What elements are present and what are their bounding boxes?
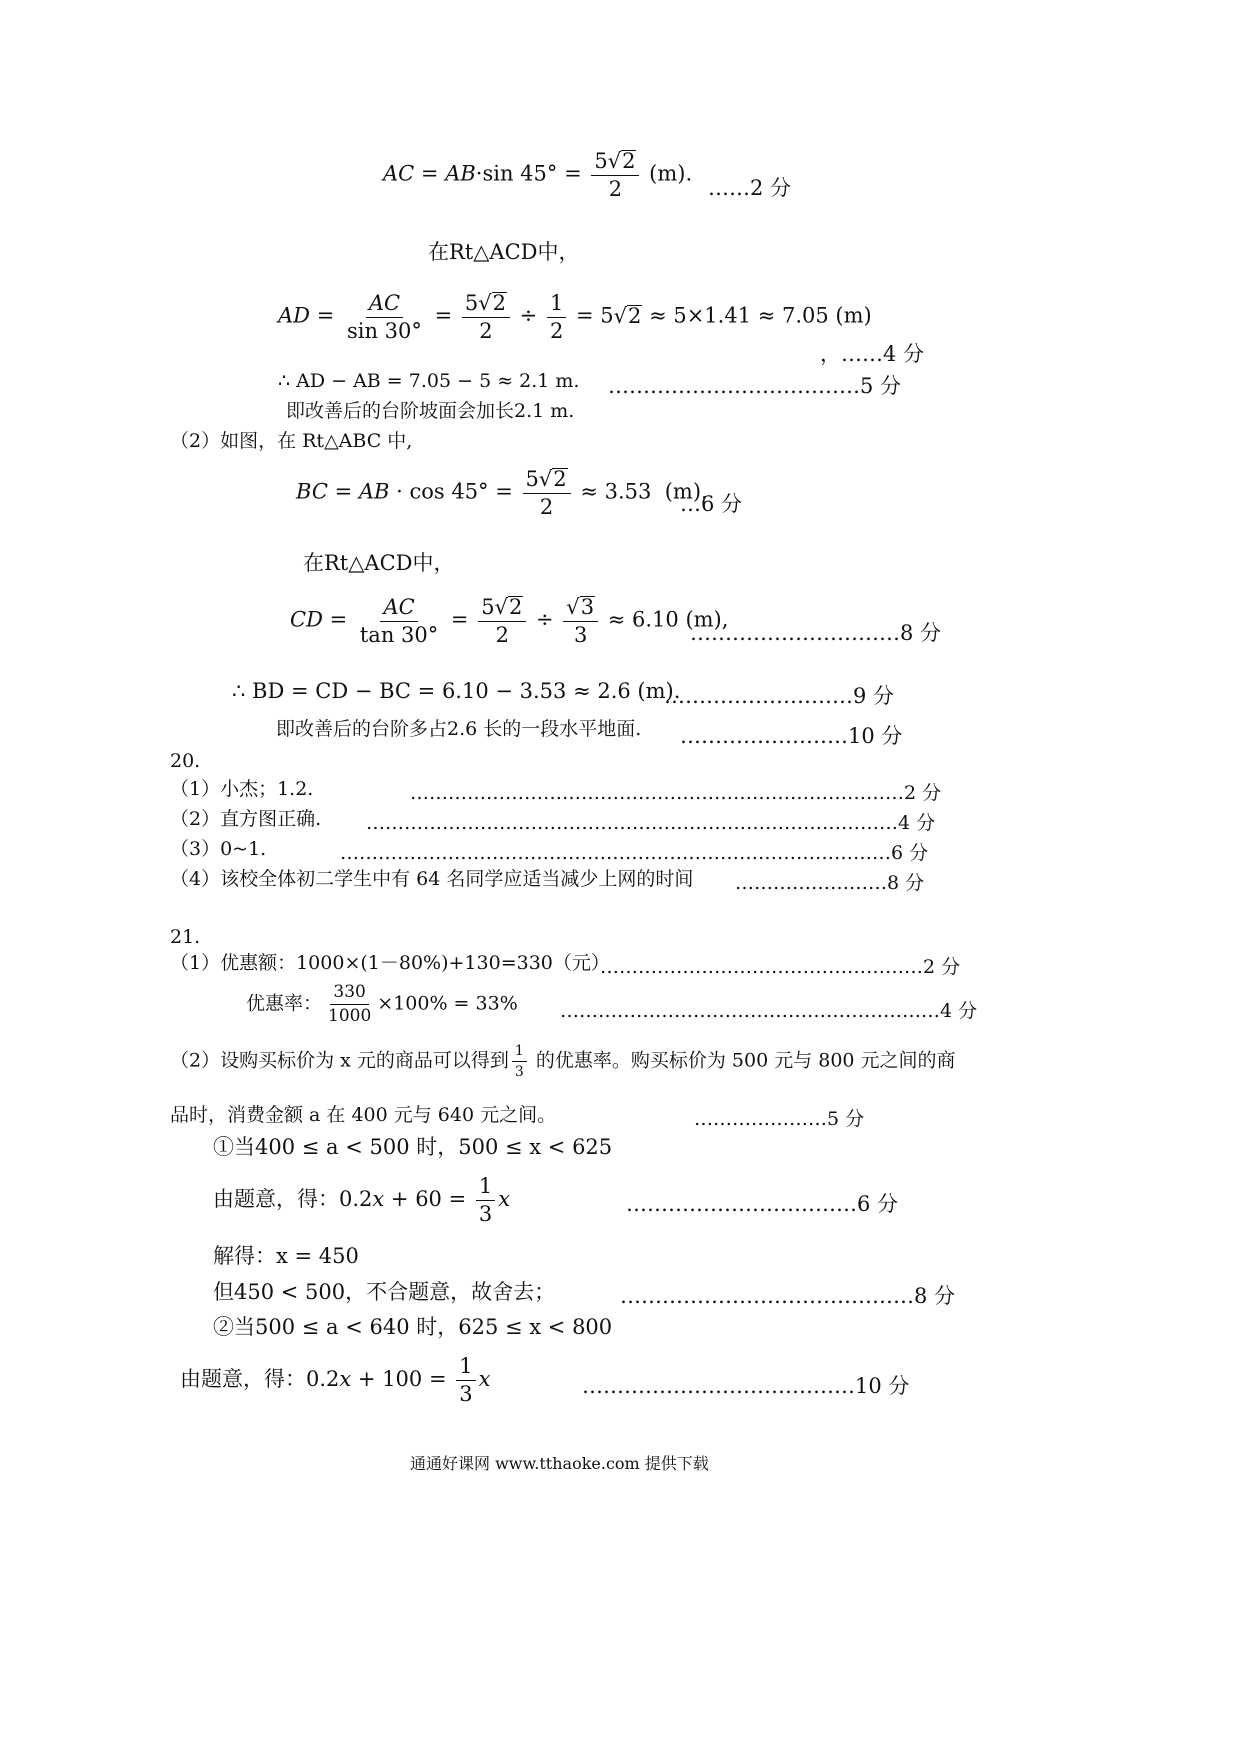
- score-8: …………………………8 分: [690, 621, 942, 645]
- question-20: 20.: [170, 750, 201, 772]
- case-2-score: …………………………………10 分: [582, 1374, 910, 1398]
- q21-rate-score: ……………………………………………………4 分: [560, 1000, 978, 1022]
- q21-part2-score: …………………5 分: [694, 1108, 865, 1130]
- q20-part4-score: ……………………8 分: [735, 872, 925, 894]
- heading-rt-acd-1: 在Rt△ACD中，: [428, 240, 580, 264]
- question-21: 21.: [170, 926, 201, 948]
- score-6: …6 分: [680, 492, 743, 516]
- q20-part3-score: ……………………………………………………………………………6 分: [340, 842, 929, 864]
- score-5: ………………………………5 分: [608, 374, 902, 398]
- q20-part1: （1）小杰；1.2.: [170, 778, 314, 800]
- case-1-reject: 但450 < 500，不合题意，故舍去；: [213, 1280, 556, 1304]
- q21-part2-tail: 的优惠率。购买标价为 500 元与 800 元之间的商: [529, 1049, 956, 1072]
- part-2-intro: （2）如图，在 Rt△ABC 中,: [170, 430, 413, 452]
- q20-part4: （4）该校全体初二学生中有 64 名同学应适当减少上网的时间: [170, 868, 694, 890]
- q21-rate-label: 优惠率：: [246, 992, 323, 1015]
- footer: 通通好课网 www.tthaoke.com 提供下载: [410, 1454, 709, 1473]
- q21-rate: 优惠率： $\frac{330}{1000}$ ×100% = 33%: [246, 982, 518, 1026]
- case-2: ②当500 ≤ a < 640 时，625 ≤ x < 800: [213, 1315, 613, 1339]
- case-1-equation: 由题意，得：0.2x + 60 = $\frac{1}{3}$ x: [213, 1174, 511, 1226]
- q21-part1: （1）优惠额：1000×(1－80%)+130=330（元）: [170, 952, 610, 974]
- q21-part2-text: （2）设购买标价为 x 元的商品可以得到: [170, 1049, 509, 1072]
- conclusion-2: 即改善后的台阶多占2.6 长的一段水平地面.: [276, 718, 642, 740]
- case-1: ①当400 ≤ a < 500 时，500 ≤ x < 625: [213, 1135, 613, 1159]
- q21-part2-line1: （2）设购买标价为 x 元的商品可以得到 $\frac{1}{3}$ 的优惠率。购买标价为 500 元与 800 元之间的商: [170, 1043, 956, 1080]
- q21-part1-score: ……………………………………………2 分: [600, 956, 961, 978]
- eq-ad-minus-ab: ∴ AD − AB = 7.05 − 5 ≈ 2.1 m.: [278, 370, 580, 392]
- conclusion-1: 即改善后的台阶坡面会加长2.1 m.: [286, 400, 575, 422]
- score-2: ……2 分: [708, 176, 792, 200]
- case-1-label: 由题意，得：: [213, 1187, 339, 1211]
- case-1-reject-score: ……………………………………8 分: [620, 1284, 956, 1308]
- heading-rt-acd-2: 在Rt△ACD中，: [303, 551, 455, 575]
- score-10a: ……………………10 分: [680, 724, 903, 748]
- case-1-score: ……………………………6 分: [626, 1192, 899, 1216]
- score-4: ，……4 分: [820, 342, 925, 366]
- eq-ad: AD = $\frac{AC}{\sin 30^\circ}$ = $\frac{5√2}{2}$ ÷ $\frac{1}{2}$ = 5√2 ≈ 5×1.41 ≈ 7.05 (m): [278, 290, 872, 343]
- case-2-label: 由题意，得：: [180, 1367, 306, 1391]
- eq-cd: CD = $\frac{AC}{\tan 30^\circ}$ = $\frac{5√2}{2}$ ÷ $\frac{√3}{3}$ ≈ 6.10 (m),: [290, 594, 729, 647]
- q20-part3: （3）0~1.: [170, 838, 267, 860]
- case-1-solution: 解得：x = 450: [213, 1244, 359, 1268]
- score-9: ………………………9 分: [664, 684, 895, 708]
- q20-part1-score: ……………………………………………………………………2 分: [410, 782, 942, 804]
- eq-bd: ∴ BD = CD − BC = 6.10 − 3.53 ≈ 2.6 (m).: [232, 679, 681, 703]
- q21-part2-line2: 品时，消费金额 a 在 400 元与 640 元之间。: [170, 1104, 557, 1126]
- q20-part2-score: …………………………………………………………………………4 分: [366, 812, 936, 834]
- q20-part2: （2）直方图正确.: [170, 808, 322, 830]
- case-2-equation: 由题意，得：0.2x + 100 = $\frac{1}{3}$ x: [180, 1354, 491, 1406]
- eq-bc: BC = AB · cos 45° = $\frac{5√2}{2}$ ≈ 3.53 (m).: [296, 467, 708, 519]
- eq-ac: AC = AB·sin 45° = $\frac{5√2}{2}$ (m).: [383, 149, 693, 201]
